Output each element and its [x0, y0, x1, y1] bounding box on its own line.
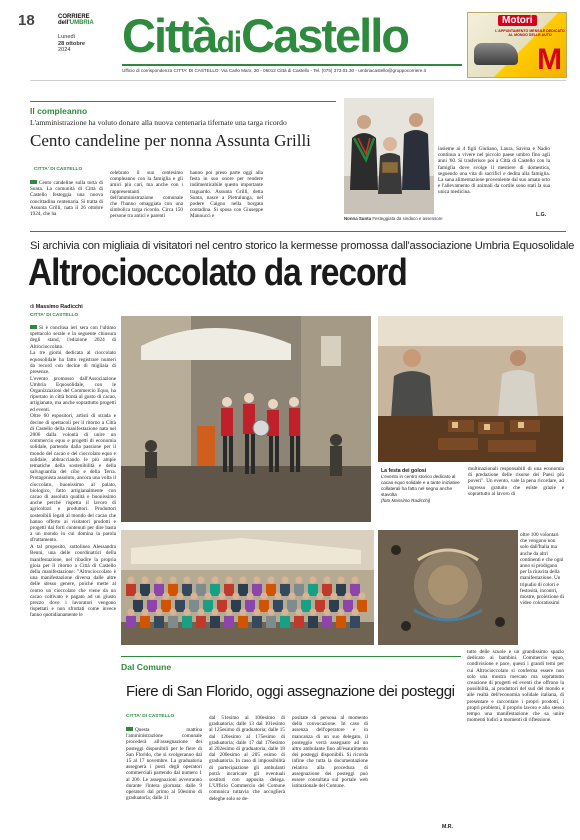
person-head — [253, 608, 260, 615]
person-body — [140, 584, 150, 596]
issue-year: 2024 — [58, 47, 71, 54]
section2-kicker: Si archivia con migliaia di visitatori nel centro storico la kermesse promossa dall'associazione Umbria Equosolidale — [30, 240, 575, 252]
person-body — [196, 616, 206, 628]
person-body — [238, 616, 248, 628]
section2-column-3-middle: oltre 100 volontari che vengono non solo dall'Italia ma anche da altri continenti e che ogni anno si prodigano per la riuscita della manifestazione. Un tripudio di colori e festosità, incontri, mostre, proiezione di video coloratissimi — [520, 532, 564, 607]
brand-region-line — [58, 20, 116, 26]
person-head — [239, 608, 246, 615]
person-body — [280, 584, 290, 596]
person-body — [343, 600, 353, 612]
person-body — [322, 616, 332, 628]
person-head — [323, 608, 330, 615]
person-head — [190, 592, 197, 599]
person-head — [309, 576, 316, 583]
section1-column-2: celebrato il suo centesimo compleanno con la famiglia e gli amici più cari, ma anche con i rappresentanti dell'amministrazione comunale che l'hanno omaggiata con una simbolica targa ricordo. Circa 150 persone tra amici e parenti — [110, 170, 183, 220]
person-head — [127, 608, 134, 615]
volunteers-group-photo-drawing — [121, 530, 374, 645]
section3-rule — [121, 656, 461, 657]
person-body — [287, 600, 297, 612]
person-body — [329, 600, 339, 612]
person-head — [323, 576, 330, 583]
section1-column-3: hanno poi preso parte oggi alla festa in suo onore per rendere indimenticabile questo importante traguardo. Assunta Grilli, detta Sunta, nasce a Pietralunga, nel podere Caigno nella borgata contadina. Si sposa con Giuseppe Mannucci e — [190, 170, 263, 220]
person-body — [161, 600, 171, 612]
person-head — [225, 576, 232, 583]
byline-author: Massimo Radicchi — [35, 304, 83, 310]
caption-heading: La festa dei golosi — [381, 468, 427, 474]
person-head — [295, 608, 302, 615]
person-head — [260, 592, 267, 599]
chalk-drawing-photo-drawing — [378, 530, 518, 645]
person-body — [168, 616, 178, 628]
masthead-part-a: Città — [122, 9, 217, 62]
person-head — [253, 576, 260, 583]
person-head — [169, 608, 176, 615]
caption-name: Nonna Sunta — [344, 216, 372, 221]
person-body — [217, 600, 227, 612]
volunteers-group-photo — [121, 530, 374, 645]
section3-location-tag: CITTA' DI CASTELLO — [126, 714, 175, 719]
person-body — [336, 584, 346, 596]
person-head — [148, 592, 155, 599]
person-head — [281, 576, 288, 583]
person-body — [224, 584, 234, 596]
person-head — [267, 576, 274, 583]
person-body — [266, 616, 276, 628]
person-body — [182, 584, 192, 596]
person-head — [337, 608, 344, 615]
person-head — [267, 608, 274, 615]
person-body — [238, 584, 248, 596]
person-head — [302, 592, 309, 599]
masthead-part-b: di — [216, 26, 242, 59]
person-body — [280, 616, 290, 628]
car-image — [474, 43, 518, 65]
centenarian-photo — [344, 98, 434, 214]
person-body — [196, 584, 206, 596]
person-head — [316, 592, 323, 599]
section2-photo-caption — [381, 468, 463, 504]
person-body — [301, 600, 311, 612]
section1-column-1 — [30, 180, 103, 222]
person-head — [246, 592, 253, 599]
section1-kicker: L'amministrazione ha voluto donare alla nuova centenaria tifernate una targa ricordo — [30, 118, 287, 127]
person-body — [294, 616, 304, 628]
person-body — [154, 616, 164, 628]
section1-rule — [30, 101, 336, 102]
section2-paragraph: A tal proposito, sottolinea Alessandra Benni, una delle coordinatrici della manifestazione, nel ribadire la propria gioia per il ritorno a Città di Castello della manifestazione: "Altrocioccolato è una manifestazione diversa dalle altre delle stesso genere, poiché mette al centro un cioccolato che viene da un cacao coltivato e pagato ad un giusto prezzo dove i lavoratori vengono rispettati e non sfruttati come invece fanno quotidianamente le — [30, 544, 116, 619]
person-head — [281, 608, 288, 615]
person-head — [218, 592, 225, 599]
person-head — [169, 576, 176, 583]
section2-rule — [30, 231, 566, 232]
person-body — [294, 584, 304, 596]
section3-label: Dal Comune — [121, 662, 172, 672]
masthead-rule — [122, 64, 462, 66]
brand-mid: dell' — [58, 20, 70, 26]
section3-headline[interactable]: Fiere di San Florido, oggi assegnazione dei posteggi — [126, 683, 455, 700]
chalk-drawing-photo — [378, 530, 518, 645]
person-body — [203, 600, 213, 612]
person-head — [344, 592, 351, 599]
person-body — [266, 584, 276, 596]
issue-weekday: Lunedì — [58, 34, 76, 40]
person-body — [182, 616, 192, 628]
brand-region: UMBRIA — [69, 20, 94, 26]
person-body — [357, 600, 367, 612]
section2-column-1 — [30, 325, 116, 830]
person-body — [252, 584, 262, 596]
person-head — [197, 576, 204, 583]
person-body — [350, 616, 360, 628]
person-head — [155, 576, 162, 583]
person-body — [315, 600, 325, 612]
person-body — [308, 616, 318, 628]
section1-photo-caption — [344, 216, 464, 221]
section3-column-2: dal 51esimo al 100esimo di graduatoria; dalle 13 dal 101esimo al 125esimo di graduatoria; dalle 15 dal 126esimo al 175esimo di graduatoria; dalle 17 dal 176esimo al 202esimo di graduatoria; dalle 18 dal 200esimo al 205 esimo di graduatoria. In caso di impossibilità di partecipazione gli ambulanti potrà incaricare gli eventuali sostituti con apposita delega. L'Ufficio Commercio del Comune comunica tuttavia che accoglierà deleghe solo se de- — [209, 715, 285, 802]
section1-headline[interactable]: Cento candeline per nonna Assunta Grilli — [30, 131, 311, 150]
section3-col1-text: Questa mattina l'amministrazione comunale procederà all'assegnazione dei posteggi disponibili per le fiere di San Florido, che si svolgeranno dal 15 al 17 novembre. La graduatoria assegnerà i posti degli operatori commerciali partendo dal numero 1 al 200. Le assegnazioni avverranno durante l'intera giornata: dalle 9 operatori dal primo al 50esimo di graduatoria; dalle 11 — [126, 727, 202, 802]
person-head — [134, 592, 141, 599]
chocolate-stand-photo-drawing — [378, 316, 563, 462]
person-head — [330, 592, 337, 599]
section2-headline[interactable]: Altrocioccolato da record — [28, 252, 407, 294]
person-head — [127, 576, 134, 583]
section3-signature: M.R. — [442, 824, 453, 830]
section1-col1-text: Cento candeline sulla torta di Sunta. La comunità di Città di Castello festeggia una nuova concittadina centenaria. Si tratta di Assunta Grilli, nata il 26 ottobre 1924, che ha — [30, 180, 103, 218]
person-body — [245, 600, 255, 612]
person-head — [274, 592, 281, 599]
ad-brand: Motori — [498, 15, 537, 26]
section1-label: Il compleanno — [30, 106, 88, 116]
person-head — [204, 592, 211, 599]
person-body — [175, 600, 185, 612]
person-head — [239, 576, 246, 583]
street-band-photo-drawing — [121, 316, 371, 522]
section2-byline — [30, 304, 83, 310]
person-body — [210, 616, 220, 628]
section2-paragraph: La tre giorni dedicata al cioccolato equosolidale ha fatto registrare numeri da record con decine di migliaia di presenze. — [30, 350, 116, 375]
section1-signature: L.G. — [536, 212, 547, 218]
person-head — [183, 608, 190, 615]
office-address: Ufficio di corrispondenza CITTA' DI CASTELLO: Via Carlo Marx, 20 - 06012 Città di Castello - Tel. (075) 373.01.30 - umbriacastello@gruppocorriere.it — [122, 68, 426, 73]
person-body — [154, 584, 164, 596]
person-body — [126, 616, 136, 628]
chocolate-stand-photo — [378, 316, 563, 462]
person-head — [351, 576, 358, 583]
section3-column-1 — [126, 727, 202, 833]
person-body — [231, 600, 241, 612]
person-body — [210, 584, 220, 596]
person-head — [141, 608, 148, 615]
section2-paragraph: L'evento promosso dall'Associazione Umbria Equosolidale, con le Organizzazioni del Commercio Equo, ha riportato in città bontà al gusto di cacao, artigianato, ma anche soprattutto progetti ed eventi. — [30, 375, 116, 413]
section2-location-tag: CITTA' DI CASTELLO — [30, 313, 79, 318]
ad-tagline: L'APPUNTAMENTO MENSILE DEDICATO AL MONDO DELLE AUTO — [495, 29, 565, 38]
person-body — [350, 584, 360, 596]
person-body — [140, 616, 150, 628]
person-body — [273, 600, 283, 612]
issue-day-month: 28 ottobre — [58, 40, 86, 47]
page-number: 18 — [18, 12, 35, 29]
person-head — [183, 576, 190, 583]
caption-text: L'evento in centro storico dedicato al cacao equo solidale e a tante iniziative collaterali ha fatto nel segno anche stavolta — [381, 474, 460, 497]
person-head — [358, 592, 365, 599]
motori-advertisement[interactable] — [467, 12, 567, 78]
person-head — [309, 608, 316, 615]
person-body — [126, 584, 136, 596]
caption-credit: (foto Massimo Radicchi) — [381, 498, 431, 503]
byline-prefix: di — [30, 304, 35, 310]
person-head — [162, 592, 169, 599]
person-head — [337, 576, 344, 583]
person-body — [252, 616, 262, 628]
person-head — [351, 608, 358, 615]
masthead — [122, 8, 408, 63]
crowd — [126, 576, 367, 628]
street-band-photo — [121, 316, 371, 522]
person-head — [232, 592, 239, 599]
brand-top: CORRIERE — [58, 14, 90, 20]
person-body — [336, 616, 346, 628]
person-body — [322, 584, 332, 596]
section1-location-tag: CITTA' DI CASTELLO — [34, 167, 83, 172]
section2-column-3-top: multinazionali responsabili di una economia di predazione delle risorse dei Paesi più poveri". Un evento, vale la pena ricordare, ad ingresso gratuito che esiste grazie e soprattutto al lavoro di — [468, 466, 564, 497]
section3-column-3: positate di persona al momento della convocazione. In caso di assenza dell'operatore e in mancanza di un suo delegato, il posteggio verrà assegnato ad un altro ambulante fino all'esaurimento dei posteggi disponibili. Si ricorda infine che tutta la documentazione relativa alla procedura di assegnazione dei posteggi può essere consultata sul portale web istituzionale del Comune. — [292, 715, 368, 790]
newspaper-brand — [58, 14, 116, 26]
person-head — [225, 608, 232, 615]
section2-paragraph: Oltre 60 espositori, artisti di strada e decine di spettacoli per il ritorno a Città di Castello della manifestazione nata nel 2006 dalla volontà di unire un commercio equo e progetti di economia solidale, partendo dalla passione per il mondo del cacao e del cioccolato equo e solidale, abbracciando le più ampie tematiche della sostenibilità e della salvaguardia del cibo e della Terra. Protagonista assoluto, ancora una volta il cioccolato, buonissimo al palato, biologico, fatto artigianalmente con cacao di assoluta qualità e buonissimo anche perché rispetta il lavoro di agricoltori e produttori. Produttori sostenibili legati al mondo del cacao che hanno offerto ai visitatori prodotti e progetti dai forti contenuti per dire basta a un mondo in cui domina la parola sfruttamento. — [30, 413, 116, 544]
person-body — [168, 584, 178, 596]
section1-column-4: insieme ai 4 figli Giuliano, Laura, Savina e Nadio continua a vivere nel piccolo paese umbro fino agli anni '60. Si trasferisce poi a Città di Castello con la famiglia dove svolge il mestiere di domestica, seguendo una vita di sacrifici e dedita alla famiglia. La sana alimentazione proveniente dal suo amato orto e l'allevamento di animali da cortile sono stati la sua unica medicina. — [438, 146, 550, 196]
person-body — [259, 600, 269, 612]
masthead-part-c: Castello — [241, 9, 408, 62]
person-head — [211, 576, 218, 583]
person-body — [189, 600, 199, 612]
person-head — [197, 608, 204, 615]
ad-big-letter: M — [537, 43, 562, 76]
person-head — [211, 608, 218, 615]
person-head — [141, 576, 148, 583]
header-divider — [30, 80, 566, 81]
person-body — [147, 600, 157, 612]
section2-column-3-bottom: tutto delle scuole e un grandissimo spazio dedicato ai bambini. Commercio equo, condivisione e pace, questi i grandi temi per cui Altrocioccolato si conferma essere non solo una mostra mercato ma soprattutto creazione di progetti ed eventi che offrono la possibilità, ai produttori del sud del mondo e alle realtà dell'economia solidale italiana, di presentare e raccontare i propri prodotti, i propri problemi, il proprio lavoro e allo stesso tempo una manifestazione che sa unire momenti ludici a momenti di riflessione. — [467, 649, 564, 724]
person-head — [295, 576, 302, 583]
centenarian-photo-drawing — [344, 98, 434, 214]
caption-text: Festeggiata da sindaco e assessore — [372, 216, 443, 221]
person-body — [133, 600, 143, 612]
issue-date — [58, 34, 85, 54]
person-body — [308, 584, 318, 596]
person-body — [224, 616, 234, 628]
person-head — [155, 608, 162, 615]
person-head — [176, 592, 183, 599]
section2-paragraph: Si è conclusa ieri sera con l'ultimo spettacolo serale e la seguente chiusura degli stand, l'edizione 2024 di Altrocioccolato. — [30, 325, 116, 350]
person-head — [288, 592, 295, 599]
